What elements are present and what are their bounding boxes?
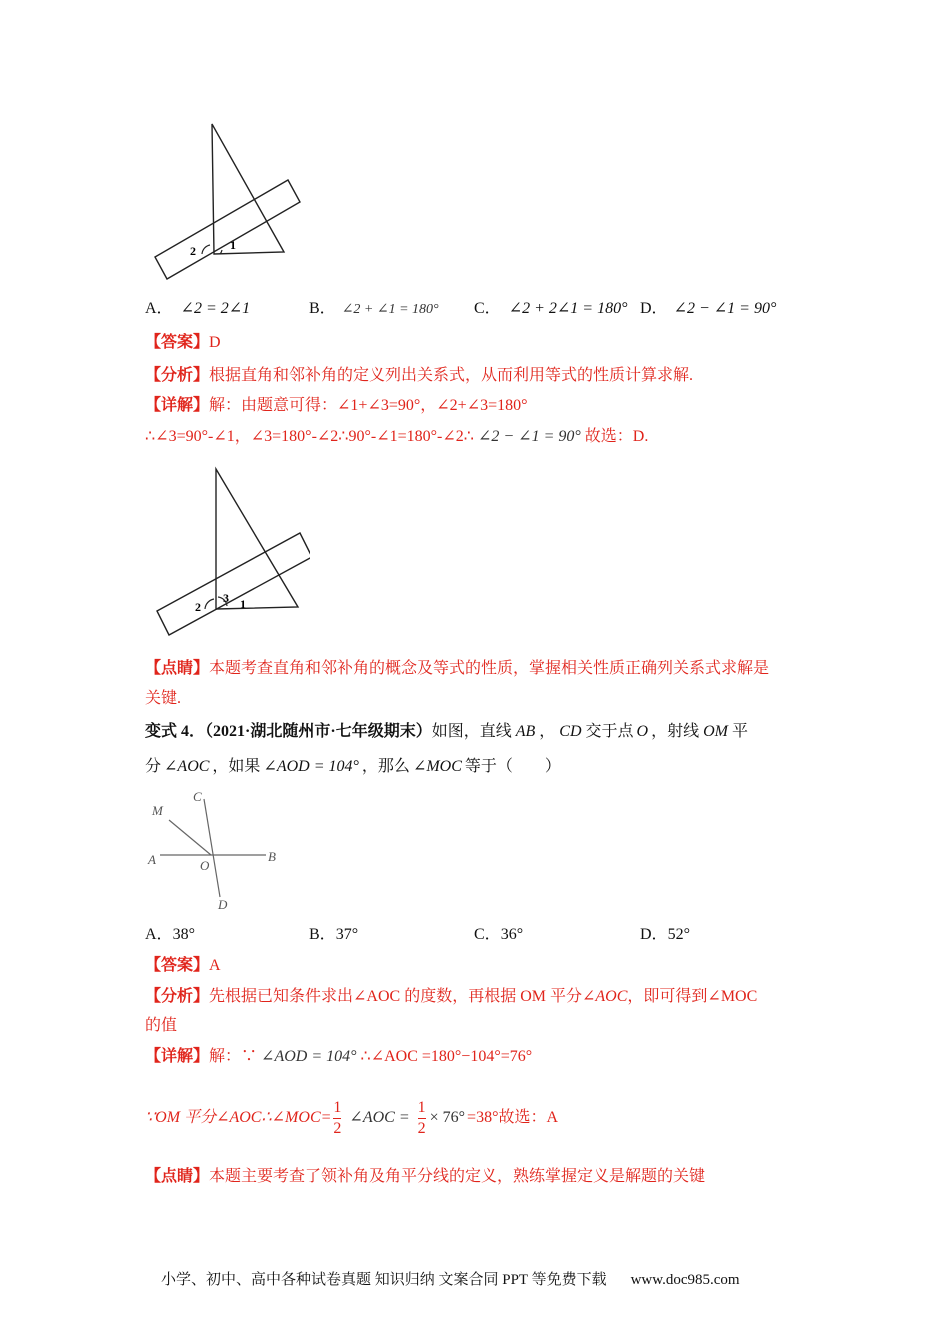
detail-text-2a: ∴∠3=90°-∠1，∠3=180°-∠2∴90°-∠1=180°-∠2∴	[145, 428, 474, 445]
q4-stem-2c: ，那么	[361, 758, 410, 775]
q4-comment-text: 本题主要考查了领补角及角平分线的定义，熟练掌握定义是解题的关键	[209, 1168, 706, 1185]
q4-stem-aoc: ∠AOC	[164, 758, 210, 775]
q4-stem-1d: ，射线	[651, 723, 700, 740]
option-a-letter: A．	[145, 300, 173, 317]
q4-stem-1e: 平	[732, 723, 749, 740]
q4-option-b-value: 37°	[335, 926, 359, 943]
ray-om	[169, 820, 211, 855]
q4-label: 变式 4．	[145, 723, 206, 740]
q4-stem-2a: 分	[145, 758, 162, 775]
q4-detail-1b: ∠AOD = 104°	[261, 1048, 357, 1065]
analysis-line-prev	[145, 365, 693, 387]
ruler-strip	[155, 180, 300, 279]
fraction-2-den: 2	[417, 1119, 426, 1137]
q4-stem-om: OM	[703, 723, 728, 740]
option-d	[640, 298, 776, 320]
option-c-letter: C．	[474, 300, 501, 317]
detail-tag: 【详解】	[145, 397, 210, 414]
label-d: D	[218, 897, 228, 912]
fraction-1	[333, 1099, 341, 1138]
q4-stem-ab: AB	[515, 723, 536, 740]
q4-option-d-letter: D．	[640, 926, 668, 943]
figure-triangle-ruler-2	[150, 463, 310, 643]
answer-value: D	[209, 334, 221, 351]
q4-stem-2b: ，如果	[212, 758, 261, 775]
fraction-1-den: 2	[333, 1119, 342, 1137]
label-a: A	[148, 852, 156, 867]
label-b: B	[268, 849, 276, 864]
figure-triangle-ruler-1	[150, 118, 310, 283]
q4-detail-1c: ∴∠AOC =180°−104°=76°	[360, 1048, 533, 1065]
q4-detail-2a: ∵OM 平分∠AOC∴∠MOC=	[145, 1109, 332, 1126]
q4-option-a-letter: A．	[145, 926, 173, 943]
angle-arc-2b	[205, 599, 214, 609]
q4-option-a-value: 38°	[172, 926, 195, 943]
detail-text-2b: ∠2 − ∠1 = 90°	[477, 428, 581, 445]
q4-stem-aod: ∠AOD = 104°	[263, 758, 359, 775]
option-d-letter: D．	[640, 300, 668, 317]
detail-line-prev-2	[145, 426, 648, 448]
q4-analysis-1b: ∠AOC	[582, 988, 628, 1005]
ruler-strip-2	[157, 533, 310, 635]
figure2-label-3: 3	[223, 591, 229, 605]
q4-detail-1a: 解：∵	[209, 1048, 258, 1065]
q4-stem-moc: ∠MOC	[412, 758, 462, 775]
option-b-expr: ∠2 + ∠1 = 180°	[341, 302, 439, 317]
q4-analysis-1a: 先根据已知条件求出∠AOC 的度数，再根据 OM 平分	[209, 988, 582, 1005]
comment-line-prev-2	[145, 688, 181, 710]
q4-option-b-letter: B．	[309, 926, 336, 943]
q4-stem-1a: 如图，直线	[431, 723, 512, 740]
q4-option-c-letter: C．	[474, 926, 501, 943]
comment-text-2: 关键.	[145, 690, 182, 707]
q4-analysis-1c: ，即可得到∠MOC	[627, 988, 758, 1005]
q4-stem-1b: ，	[539, 723, 556, 740]
figure1-label-1: 1	[230, 238, 236, 252]
answer-line-prev	[145, 332, 221, 354]
option-c	[474, 298, 628, 320]
figure2-label-2: 2	[195, 600, 201, 614]
q4-comment-tag: 【点睛】	[145, 1168, 210, 1185]
option-b-letter: B．	[309, 300, 336, 317]
q4-analysis-line-1	[145, 986, 757, 1008]
q4-answer-tag: 【答案】	[145, 957, 210, 974]
option-b	[309, 298, 439, 321]
q4-stem-2d: 等于（ ）	[464, 758, 561, 775]
detail-line-prev-1	[145, 395, 528, 417]
q4-option-d-value: 52°	[667, 926, 690, 943]
q4-stem-1c: 交于点	[585, 723, 634, 740]
q4-detail-2b: ∠AOC =	[349, 1109, 410, 1126]
fraction-1-num: 1	[333, 1098, 342, 1116]
comment-text-1: 本题考查直角和邻补角的概念及等式的性质，掌握相关性质正确列关系式求解是	[209, 660, 770, 677]
q4-option-b	[309, 924, 358, 946]
q4-stem-o: O	[636, 723, 649, 740]
label-o: O	[200, 858, 210, 873]
q4-detail-2c: × 76°	[429, 1109, 466, 1126]
fraction-2	[418, 1099, 426, 1138]
q4-stem-line-1	[145, 721, 748, 743]
q4-analysis-2: 的值	[145, 1017, 178, 1034]
detail-text-2c: 故选：D.	[584, 428, 649, 445]
q4-option-d	[640, 924, 690, 946]
q4-detail-2d: =38°故选：A	[467, 1109, 559, 1126]
analysis-tag: 【分析】	[145, 367, 210, 384]
q4-stem-line-2	[145, 756, 561, 778]
option-c-expr: ∠2 + 2∠1 = 180°	[508, 300, 628, 317]
detail-text-1: 解：由题意可得：∠1+∠3=90°，∠2+∠3=180°	[209, 397, 528, 414]
page-footer	[161, 1268, 740, 1289]
q4-option-c-value: 36°	[500, 926, 524, 943]
q4-answer-line	[145, 955, 221, 977]
option-a-expr: ∠2 = 2∠1	[180, 300, 251, 317]
option-d-expr: ∠2 − ∠1 = 90°	[673, 300, 777, 317]
q4-comment-line	[145, 1166, 705, 1188]
q4-source: （2021·湖北随州市·七年级期末）	[205, 723, 432, 740]
fraction-2-num: 1	[417, 1098, 426, 1116]
figure2-label-1: 1	[240, 597, 246, 611]
q4-analysis-tag: 【分析】	[145, 988, 210, 1005]
analysis-text: 根据直角和邻补角的定义列出关系式，从而利用等式的性质计算求解.	[209, 367, 694, 384]
comment-line-prev-1	[145, 658, 769, 680]
line-cd	[204, 799, 220, 897]
footer-url[interactable]: www.doc985.com	[630, 1272, 740, 1288]
q4-detail-line-1	[145, 1046, 532, 1068]
q4-detail-line-2	[145, 1096, 558, 1140]
label-m: M	[152, 803, 163, 818]
angle-arc-2	[202, 245, 210, 254]
answer-tag: 【答案】	[145, 334, 210, 351]
q4-answer-value: A	[209, 957, 221, 974]
q4-option-c	[474, 924, 523, 946]
option-a	[145, 298, 250, 320]
q4-stem-cd: CD	[559, 723, 582, 740]
figure-lines-ab-cd-om	[140, 785, 300, 915]
footer-text: 小学、初中、高中各种试卷真题 知识归纳 文案合同 PPT 等免费下载	[161, 1272, 607, 1288]
label-c: C	[193, 789, 202, 804]
figure1-label-2: 2	[190, 244, 196, 258]
q4-detail-tag: 【详解】	[145, 1048, 210, 1065]
q4-analysis-line-2	[145, 1015, 177, 1037]
comment-tag: 【点睛】	[145, 660, 210, 677]
triangle-shape-2	[216, 469, 298, 609]
q4-option-a	[145, 924, 195, 946]
